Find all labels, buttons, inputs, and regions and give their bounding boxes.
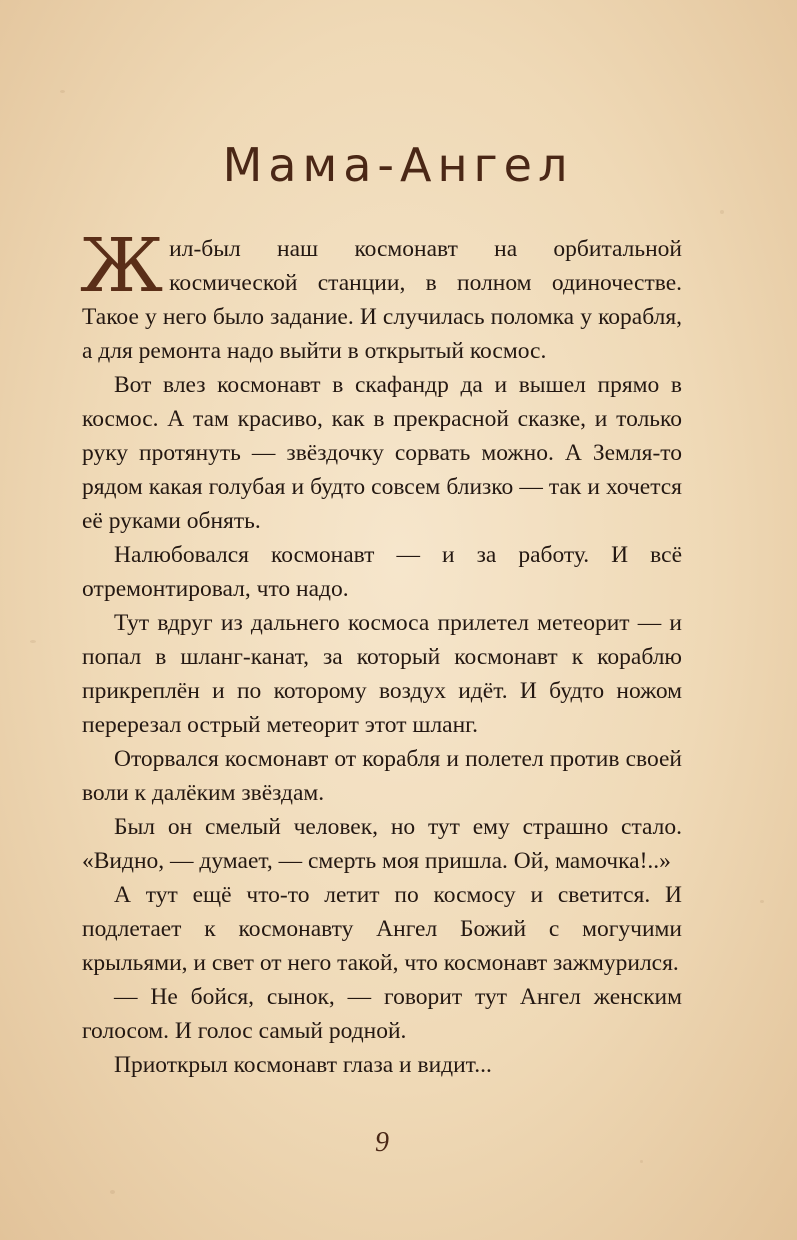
paragraph-6: Был он смелый человек, но тут ему страшно стало. «Видно, — думает, — смерть моя пришла. Ой, мамочка!..» [82, 814, 682, 874]
book-page [82, 0, 682, 1240]
paper-speck [30, 640, 36, 643]
paragraph-9: Приоткрыл космонавт глаза и видит... [114, 1052, 492, 1078]
paper-speck [60, 90, 65, 93]
paragraph-1 [80, 223, 682, 368]
paragraph-7: А тут ещё что-то летит по космосу и светится. И подлетает к космонавту Ангел Божий с могучими крыльями, и свет от него такой, что космонавт зажмурился. [82, 882, 682, 976]
paragraph-3: Налюбовался космонавт — и за работу. И всё отремонтировал, что надо. [82, 542, 682, 602]
paragraph-2: Вот влез космонавт в скафандр да и вышел прямо в космос. А там красиво, как в прекрасной сказке, и только руку протянуть — звёздочку сорвать можно. А Земля-то рядом какая голубая и будто совсем близко — так и хочется её руками обнять. [82, 372, 682, 534]
paper-speck [760, 900, 764, 903]
chapter-text [80, 223, 682, 1082]
paragraph-text: ил-был наш космонавт на орбитальной космической станции, в полном одиночестве. Такое у него было задание. И случилась поломка у корабля, а для ремонта надо выйти в открытый космос. [82, 236, 682, 364]
paragraph-8: — Не бойся, сынок, — говорит тут Ангел женским голосом. И голос самый родной. [82, 984, 682, 1044]
chapter-title: Мама-Ангел [222, 138, 574, 192]
paragraph-4: Тут вдруг из дальнего космоса прилетел метеорит — и попал в шланг-канат, за который космонавт к кораблю прикреплён и по которому воздух идёт. И будто ножом перерезал острый метеорит этот шланг. [82, 610, 682, 738]
paragraph-5: Оторвался космонавт от корабля и полетел против своей воли к далёким звёздам. [82, 746, 682, 806]
drop-cap: Ж [80, 223, 164, 309]
paper-speck [720, 210, 724, 214]
page-number: 9 [375, 1127, 389, 1158]
